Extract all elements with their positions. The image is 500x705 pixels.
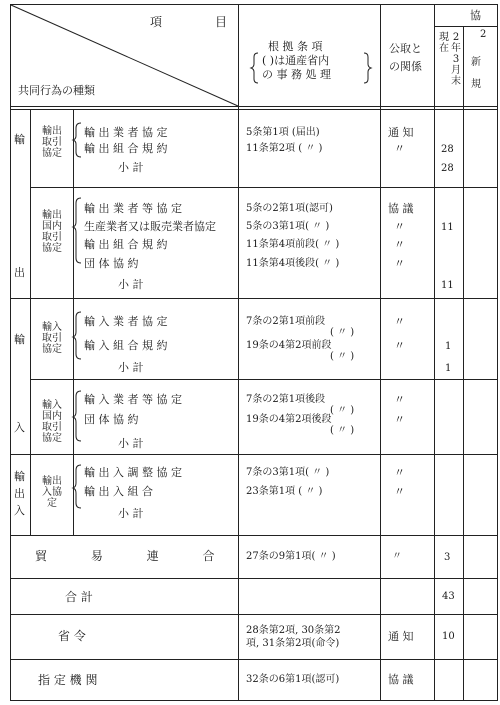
- gokei-count: 43: [442, 591, 455, 602]
- header-basis-2: ( )は通産省内: [262, 54, 330, 67]
- shitei-rel: 協 議: [388, 673, 414, 686]
- subtotal-label: 小 計: [118, 437, 144, 450]
- shorei-label: 省 令: [58, 629, 86, 643]
- row-basis-cont: ( 〃 ): [330, 327, 355, 338]
- row-item: 輸 出 業 者 等 協 定: [84, 202, 182, 215]
- row-basis: 5条の2第1項(認可): [246, 203, 333, 214]
- boeki-rel: 〃: [392, 551, 402, 562]
- side-yu2: 輸: [14, 333, 25, 346]
- boeki-basis: 27条の9第1項( 〃 ): [246, 551, 336, 562]
- row-basis: 7条の3第1項( 〃 ): [246, 467, 330, 478]
- row-rel: 〃: [394, 315, 405, 328]
- group-yushutsunyu: 輸出入協定: [42, 476, 62, 509]
- row-basis: 19条の4第2項後段: [246, 414, 332, 425]
- row-item: 団 体 協 約: [84, 413, 139, 426]
- side-shutsu: 出: [14, 266, 25, 279]
- subtotal-label: 小 計: [118, 161, 144, 174]
- row-count: 28: [441, 163, 454, 174]
- row-basis: 11条第4項前段( 〃 ): [246, 239, 340, 250]
- row-count: 1: [445, 363, 452, 374]
- shorei-rel: 通 知: [388, 630, 414, 643]
- row-item: 輸 出 組 合 規 約: [84, 142, 168, 155]
- row-rel: 〃: [394, 413, 405, 426]
- row-rel: 〃: [394, 142, 405, 155]
- subtotal-label: 小 計: [118, 507, 144, 520]
- group-import-torihiki: 輸入取引協定: [42, 322, 62, 355]
- row-item: 輸 出 業 者 協 定: [84, 126, 168, 139]
- shorei-basis-1: 28条第2項, 30条第2: [246, 625, 341, 636]
- row-basis: 7条の2第1項前段: [246, 316, 326, 327]
- row-basis-cont: ( 〃 ): [330, 351, 355, 362]
- row-basis: 5条の3第1項( 〃 ): [246, 221, 330, 232]
- row-rel: 〃: [394, 220, 405, 233]
- header-kind-label: 共同行為の種類: [18, 84, 95, 97]
- group-import-kokunai: 輸入国内取引協定: [42, 400, 62, 444]
- row-item: 団 体 協 約: [84, 257, 139, 270]
- shorei-basis-2: 項, 31条第2項(命令): [246, 638, 340, 649]
- header-basis-3: の 事 務 処 理: [262, 68, 331, 81]
- row-rel: 通 知: [388, 126, 414, 139]
- row-basis: 19条の4第2項前段: [246, 340, 332, 351]
- group-export-torihiki: 輸出取引協定: [42, 126, 62, 159]
- subtotal-label: 小 計: [118, 278, 144, 291]
- header-2nen: 2年3月末: [451, 32, 461, 87]
- side-nyu: 入: [14, 421, 25, 434]
- row-basis: 11条第4項後段( 〃 ): [246, 258, 340, 269]
- row-count: 28: [441, 144, 454, 155]
- row-item: 生産業者又は販売業者協定: [84, 220, 216, 233]
- row-rel: 〃: [394, 339, 405, 352]
- row-item: 輸 出 入 組 合: [84, 485, 153, 498]
- header-kyo: 協: [470, 9, 481, 22]
- row-count: 11: [441, 280, 454, 291]
- shitei-basis: 32条の6第1項(認可): [246, 674, 340, 685]
- header-moku: 目: [215, 15, 228, 29]
- header-basis-1: 根 拠 条 項: [268, 40, 323, 53]
- gokei-label: 合 計: [65, 590, 93, 604]
- row-item: 輸 出 組 合 規 約: [84, 238, 168, 251]
- shitei-label: 指 定 機 関: [38, 673, 98, 687]
- row-basis-cont: ( 〃 ): [330, 405, 355, 416]
- row-basis: 11条第2項 ( 〃 ): [246, 143, 323, 154]
- row-count: 1: [445, 341, 452, 352]
- header-shinki: 新規: [471, 57, 481, 90]
- group-export-kokunai: 輸出国内取引協定: [42, 210, 62, 254]
- side-yu: 輸: [14, 133, 25, 146]
- subtotal-label: 小 計: [118, 361, 144, 374]
- row-item: 輸 入 組 合 規 約: [84, 339, 168, 352]
- row-basis: 5条第1項 (届出): [246, 127, 320, 138]
- row-count: 11: [441, 222, 454, 233]
- row-rel: 〃: [394, 466, 405, 479]
- row-rel: 〃: [394, 485, 405, 498]
- row-rel: 〃: [394, 257, 405, 270]
- row-basis: 7条の2第1項後段: [246, 394, 326, 405]
- row-basis-cont: ( 〃 ): [330, 425, 355, 436]
- header-kou: 項: [150, 15, 163, 29]
- boeki-label: 貿 易 連 合: [35, 549, 235, 563]
- header-rel-1: 公取と: [389, 42, 422, 55]
- boeki-count: 3: [444, 552, 451, 563]
- header-genzai: 現在: [439, 32, 449, 54]
- row-item: 輸 入 業 者 等 協 定: [84, 393, 182, 406]
- row-basis: 23条第1項 ( 〃 ): [246, 486, 323, 497]
- row-rel: 〃: [394, 238, 405, 251]
- header-rel-2: の関係: [389, 60, 422, 73]
- header-two: 2: [480, 29, 487, 40]
- row-rel: 〃: [394, 393, 405, 406]
- row-rel: 協 議: [388, 202, 414, 215]
- row-item: 輸 入 業 者 協 定: [84, 315, 168, 328]
- row-item: 輸 出 入 調 整 協 定: [84, 466, 182, 479]
- side-yushutsunyu: 輸出入: [14, 470, 25, 517]
- shorei-count: 10: [442, 631, 455, 642]
